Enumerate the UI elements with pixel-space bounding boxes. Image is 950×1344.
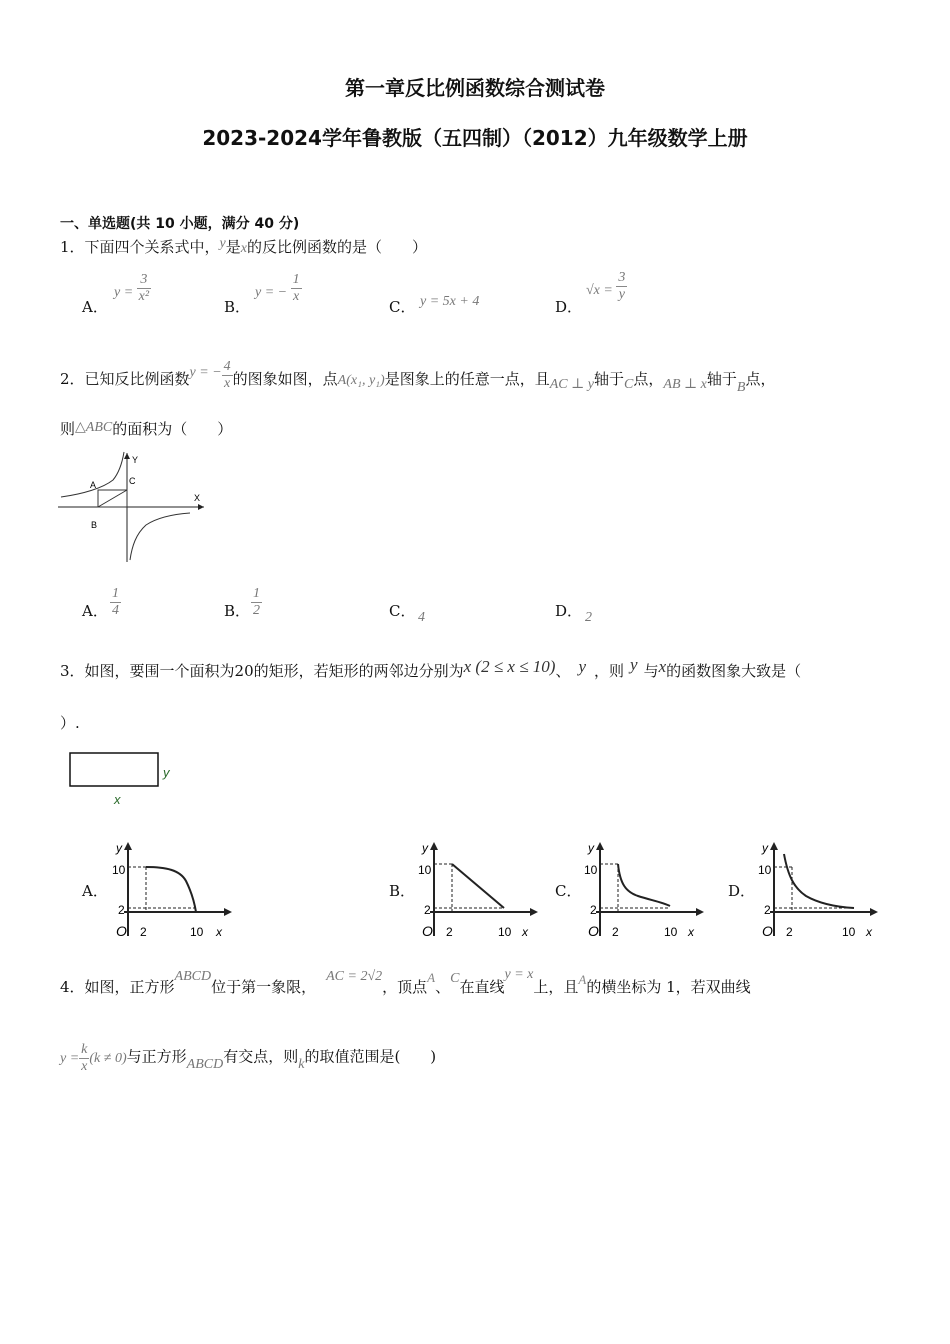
q3-graph-b: [414, 836, 544, 944]
q3-mid2: 与: [643, 662, 659, 680]
q3b-label-x: x: [522, 925, 528, 939]
q2-mid4: 点，: [633, 370, 664, 388]
q4-hyp-lhs: y =: [60, 1050, 80, 1066]
q2-x-arrow: [198, 504, 204, 510]
q2-func-fraction: [222, 359, 233, 392]
q3c-label-10x: 10: [664, 925, 678, 939]
q1-d-fraction: [616, 270, 627, 303]
q3-option-a-label: A．: [82, 882, 108, 900]
q2-c: C: [624, 377, 634, 392]
q3c-label-2y: 2: [590, 903, 597, 917]
q3d-label-y: y: [762, 841, 768, 855]
q3-graph-a: [108, 836, 238, 944]
q4-mid3: 在直线: [459, 978, 505, 996]
q1-option-b-label: B．: [224, 298, 251, 316]
q3a-y-arrow: [124, 842, 132, 850]
q2-mid2: 是图象上的任意一点，且: [384, 370, 550, 388]
q2-option-c-label: C．: [389, 602, 416, 620]
q2-func-den: x: [224, 375, 231, 391]
q2-mid5: 轴于: [706, 370, 737, 388]
q4-c: C: [450, 971, 460, 986]
q3d-origin: O: [762, 923, 773, 939]
q3-graph-d: [754, 836, 884, 944]
question-4-stem: [60, 967, 751, 997]
q1-d-lhs: √x =: [586, 282, 613, 298]
q1-d-den: y: [618, 287, 625, 302]
q4-mid5: 与正方形: [126, 1047, 187, 1066]
q3-sep: 、: [555, 662, 571, 680]
q3b-label-y: y: [422, 841, 428, 855]
q3-rectangle-figure: [66, 748, 186, 808]
q2-ac: AC ⊥ y: [549, 377, 595, 392]
q3d-x-arrow: [870, 908, 878, 916]
q1-a-fraction: [137, 272, 151, 305]
q2-b-fraction: [251, 586, 262, 619]
question-2-stem-line2: [60, 418, 232, 439]
q4-a: A: [427, 970, 436, 985]
q3-rectangle: [70, 753, 158, 786]
q3d-y-arrow: [770, 842, 778, 850]
q3c-label-x: x: [688, 925, 694, 939]
q1-option-a-formula: [114, 272, 151, 305]
q3d-curve: [784, 854, 854, 908]
q1-option-d-label: D．: [555, 298, 583, 316]
q3-option-d-label: D．: [728, 882, 756, 900]
q3c-y-arrow: [596, 842, 604, 850]
q1-option-c-label: C．: [389, 298, 416, 316]
q3a-origin: O: [116, 923, 127, 939]
q2-bc-line: [98, 490, 127, 507]
q4-mid1: 位于第一象限，: [211, 978, 317, 996]
q1-d-num: 3: [618, 270, 626, 285]
q4-hyp-cond: (k ≠ 0): [89, 1050, 127, 1066]
q4-hyp-fraction: [79, 1042, 89, 1075]
q4-ac-expr: AC = 2√2: [326, 969, 383, 984]
q4-hyp-num: k: [81, 1042, 88, 1057]
q3-option-c-label: C．: [555, 882, 582, 900]
q3c-label-2x: 2: [612, 925, 619, 939]
q2-a-den: 4: [112, 603, 119, 618]
question-3-stem: [60, 655, 802, 681]
q2-a-num: 1: [112, 586, 119, 601]
question-2-stem: [60, 358, 776, 395]
q2-mid1: 的图象如图，点: [232, 370, 338, 388]
q1-var-x: x: [240, 241, 247, 256]
q2-option-d-value: 2: [585, 610, 592, 625]
q4-suffix: 的横坐标为 1，若双曲线: [586, 978, 751, 996]
q2-curve-right: [130, 513, 190, 560]
q3-graph-c: [580, 836, 710, 944]
q4-k: k: [298, 1056, 305, 1072]
question-3-stem-line2: ）.: [60, 714, 80, 732]
q3d-label-10: 10: [758, 863, 772, 877]
q3c-curve: [618, 864, 670, 906]
q1-b-lhs: y = −: [255, 284, 288, 300]
q2-function: [190, 359, 233, 392]
q2-a-fraction: [110, 586, 121, 619]
q2-func-lhs: y = −: [189, 365, 222, 381]
q4-mid4: 上，且: [533, 978, 579, 996]
q3-var-x: x: [658, 657, 667, 676]
q3a-label-x: x: [216, 925, 222, 939]
q2-hyperbola-figure: [58, 450, 208, 565]
q2-b: B: [736, 380, 746, 395]
q3b-x-arrow: [530, 908, 538, 916]
q1-var-y: y: [219, 236, 226, 251]
q3c-origin: O: [588, 923, 599, 939]
q2-func-num: 4: [223, 358, 231, 374]
q2-option-b-value: [251, 586, 262, 619]
q1-a-den: x²: [138, 289, 150, 304]
q1-suffix: 的反比例函数的是（ ）: [247, 238, 428, 256]
q2-label-x: X: [194, 493, 201, 503]
q4-mid2: ，顶点: [382, 978, 428, 996]
page-subtitle: 2023-2024学年鲁教版（五四制）（2012）九年级数学上册: [202, 126, 748, 150]
q2-option-d-label: D．: [555, 602, 583, 620]
q4-sep: 、: [435, 978, 451, 996]
q2-b-den: 2: [253, 603, 260, 618]
q4-a2: A: [578, 972, 587, 987]
q3d-label-2x: 2: [786, 925, 793, 939]
q4-hyp-den: x: [81, 1059, 88, 1074]
q2-prefix: 2．已知反比例函数: [60, 370, 190, 388]
q3b-label-2y: 2: [424, 903, 431, 917]
q4-hyperbola: [60, 1042, 127, 1074]
q3-var-y: y: [578, 657, 587, 676]
q2-option-a-label: A．: [82, 602, 108, 620]
q1-a-num: 3: [137, 272, 151, 289]
q1-mid: 是: [225, 238, 241, 256]
q3a-label-10: 10: [112, 863, 126, 877]
q2-label-c: C: [129, 476, 136, 486]
q3-prefix: 3．如图，要围一个面积为20的矩形，若矩形的两邻边分别为: [60, 662, 464, 680]
q1-option-c-formula: y = 5x + 4: [420, 294, 480, 309]
q3b-origin: O: [422, 923, 433, 939]
q2-line2-suffix: 的面积为（ ）: [112, 420, 233, 438]
q1-option-d-formula: [586, 270, 627, 303]
q3b-label-10: 10: [418, 863, 432, 877]
q1-prefix: 1．下面四个关系式中，: [60, 238, 220, 256]
q2-option-a-value: [110, 586, 121, 619]
q2-option-c-value: 4: [418, 610, 425, 625]
q2-mid6: 点，: [745, 370, 776, 388]
q2-point: A(x₁, y₁): [337, 373, 385, 388]
q3a-curve: [146, 867, 196, 912]
question-1-stem: [60, 236, 427, 257]
q3b-label-2x: 2: [446, 925, 453, 939]
q3c-label-10: 10: [584, 863, 598, 877]
q3b-label-10x: 10: [498, 925, 512, 939]
q3c-x-arrow: [696, 908, 704, 916]
q3a-x-arrow: [224, 908, 232, 916]
q4-end: 的取值范围是( ): [304, 1047, 437, 1066]
q2-label-y: Y: [132, 455, 139, 465]
q2-label-b: B: [91, 520, 98, 530]
q3c-label-y: y: [588, 841, 594, 855]
q4-abcd: ABCD: [174, 969, 212, 984]
q1-b-den: x: [293, 289, 300, 304]
q2-line2-prefix: 则: [60, 420, 76, 438]
question-4-stem-line2: [60, 1042, 436, 1075]
q3-suffix: 的函数图象大致是（: [666, 662, 802, 680]
q3-rect-x-label: x: [114, 792, 121, 807]
q2-option-b-label: B．: [224, 602, 251, 620]
q3b-line: [452, 864, 504, 908]
q4-line-expr: y = x: [504, 967, 534, 982]
q4-abcd2: ABCD: [186, 1056, 224, 1072]
q2-ab: AB ⊥ x: [663, 377, 707, 392]
q2-y-arrow: [124, 453, 130, 459]
q2-b-num: 1: [253, 586, 260, 601]
q3-option-b-label: B．: [389, 882, 416, 900]
q3a-label-10x: 10: [190, 925, 204, 939]
q1-option-a-label: A．: [82, 298, 108, 316]
q4-mid6: 有交点，则: [223, 1047, 299, 1066]
q2-mid3: 轴于: [594, 370, 625, 388]
q1-b-fraction: [291, 272, 302, 305]
q3a-label-y: y: [116, 841, 122, 855]
q2-triangle: △ABC: [75, 420, 113, 435]
page-title: 第一章反比例函数综合测试卷: [345, 76, 605, 100]
q3a-label-2y: 2: [118, 903, 125, 917]
q3d-label-x: x: [866, 925, 872, 939]
section-heading: 一、单选题(共 10 小题，满分 40 分): [60, 216, 300, 232]
q3-range: x (2 ≤ x ≤ 10): [463, 657, 556, 676]
q3-mid: ，则: [594, 662, 625, 680]
q3a-label-2x: 2: [140, 925, 147, 939]
q4-prefix: 4．如图，正方形: [60, 978, 175, 996]
q2-label-a: A: [90, 480, 97, 490]
q1-b-num: 1: [292, 272, 300, 287]
q3d-label-10x: 10: [842, 925, 856, 939]
q1-option-b-formula: [255, 272, 302, 305]
q3b-y-arrow: [430, 842, 438, 850]
q3-var-y2: y: [630, 655, 638, 674]
q3d-label-2y: 2: [764, 903, 771, 917]
q1-a-lhs: y =: [114, 284, 134, 300]
q3-rect-y-label: y: [163, 765, 170, 780]
